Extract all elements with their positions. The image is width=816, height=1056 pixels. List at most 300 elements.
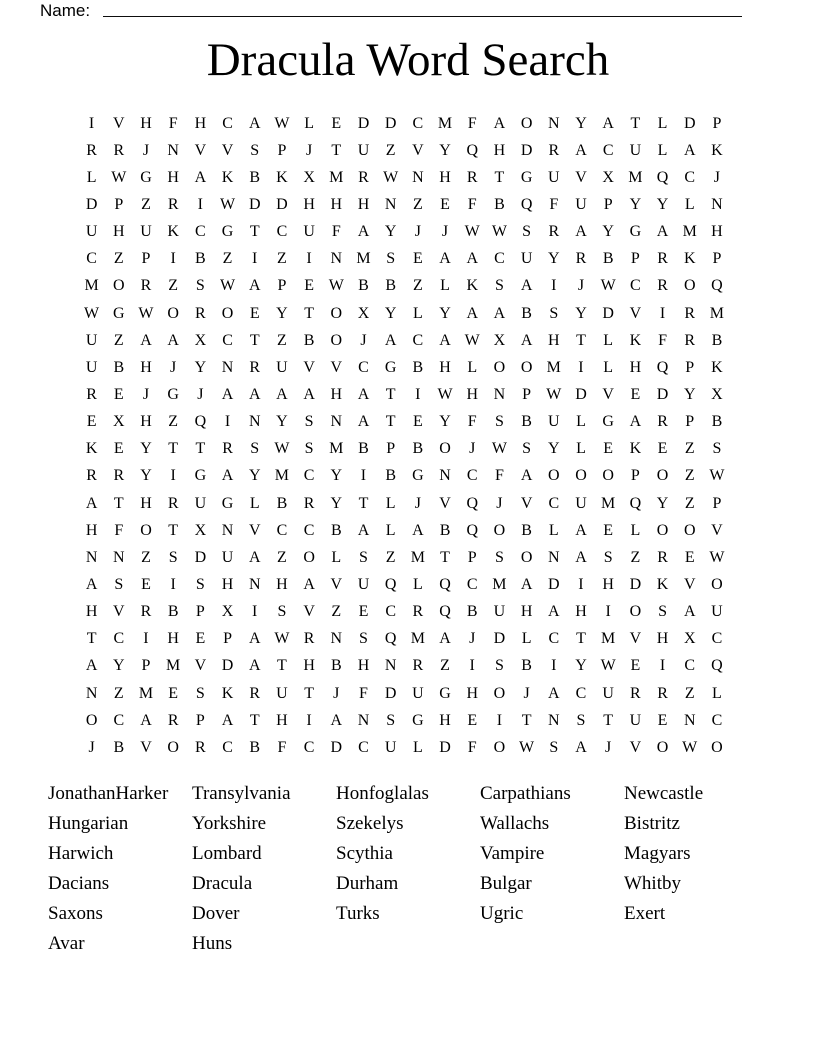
grid-letter: R: [358, 168, 369, 186]
grid-letter: D: [85, 195, 98, 213]
grid-letter: Y: [439, 413, 451, 431]
grid-letter: V: [629, 738, 642, 756]
grid-letter: C: [222, 738, 233, 756]
grid-letter: N: [412, 168, 424, 186]
grid-letter: T: [385, 413, 396, 431]
grid-letter: P: [223, 630, 232, 648]
grid-letter: T: [576, 630, 586, 648]
grid-letter: Z: [141, 195, 151, 213]
grid-letter: D: [384, 114, 397, 132]
grid-letter: C: [303, 521, 315, 539]
grid-letter: R: [412, 657, 424, 675]
grid-letter: B: [358, 277, 369, 295]
grid-letter: R: [140, 603, 152, 621]
grid-letter: A: [85, 575, 98, 593]
grid-letter: B: [195, 250, 206, 268]
grid-letter: T: [304, 684, 314, 702]
grid-letter: C: [358, 358, 369, 376]
grid-letter: M: [274, 467, 290, 485]
grid-letter: L: [385, 494, 396, 512]
grid-letter: H: [575, 603, 587, 621]
grid-letter: Q: [439, 575, 451, 593]
word-list-item: Lombard: [192, 842, 262, 864]
grid-letter: B: [249, 168, 261, 186]
grid-letter: P: [685, 413, 695, 431]
grid-letter: N: [548, 548, 560, 566]
grid-letter: Y: [548, 250, 560, 268]
grid-letter: W: [437, 385, 453, 403]
grid-letter: W: [219, 277, 236, 295]
grid-letter: Q: [466, 521, 478, 539]
grid-letter: U: [357, 141, 370, 159]
grid-letter: Y: [575, 657, 587, 675]
grid-letter: H: [330, 195, 343, 213]
grid-letter: M: [356, 250, 371, 268]
grid-letter: H: [140, 358, 152, 376]
grid-letter: L: [412, 575, 423, 593]
grid-letter: L: [440, 277, 450, 295]
grid-letter: L: [576, 440, 586, 458]
grid-letter: E: [141, 575, 151, 593]
grid-letter: U: [85, 331, 98, 349]
word-list-item: Avar: [48, 932, 85, 954]
grid-letter: G: [194, 467, 207, 485]
grid-letter: I: [578, 358, 584, 376]
grid-letter: H: [466, 385, 478, 403]
grid-letter: X: [113, 413, 125, 431]
grid-letter: R: [113, 467, 125, 485]
grid-letter: G: [602, 413, 614, 431]
grid-letter: O: [493, 521, 506, 539]
grid-letter: T: [385, 385, 396, 403]
grid-letter: B: [113, 358, 125, 376]
grid-letter: X: [711, 385, 723, 403]
grid-letter: T: [168, 521, 179, 539]
grid-letter: A: [439, 630, 451, 648]
grid-letter: M: [329, 440, 344, 458]
word-list-item: Harwich: [48, 842, 114, 864]
word-list-item: JonathanHarker: [48, 783, 169, 804]
grid-letter: N: [357, 711, 370, 729]
grid-letter: E: [113, 440, 124, 458]
grid-letter: I: [605, 603, 611, 621]
grid-letter: W: [84, 304, 100, 322]
grid-letter: B: [249, 738, 261, 756]
grid-letter: W: [274, 630, 290, 648]
grid-letter: X: [194, 521, 207, 539]
grid-letter: J: [170, 358, 177, 376]
grid-letter: W: [709, 467, 725, 485]
grid-letter: F: [467, 195, 477, 213]
grid-letter: C: [358, 738, 369, 756]
grid-letter: P: [712, 250, 722, 268]
word-list-item: Turks: [336, 902, 380, 924]
grid-letter: A: [466, 304, 478, 322]
grid-letter: Q: [466, 141, 478, 159]
grid-letter: W: [546, 385, 562, 403]
grid-letter: R: [195, 304, 206, 322]
grid-letter: U: [602, 684, 614, 702]
grid-letter: T: [249, 223, 260, 241]
grid-letter: J: [414, 223, 421, 241]
grid-letter: W: [383, 168, 399, 186]
grid-letter: A: [683, 141, 696, 159]
word-list-item: Whitby: [624, 872, 681, 894]
grid-letter: Z: [684, 684, 695, 702]
grid-letter: V: [113, 603, 125, 621]
grid-letter: R: [684, 331, 696, 349]
grid-letter: B: [521, 304, 532, 322]
grid-letter: M: [601, 630, 616, 648]
grid-letter: D: [221, 657, 234, 675]
grid-letter: P: [603, 195, 613, 213]
grid-letter: G: [520, 168, 533, 186]
grid-letter: T: [277, 657, 287, 675]
grid-letter: Y: [140, 440, 152, 458]
grid-letter: A: [412, 521, 424, 539]
grid-letter: B: [711, 413, 723, 431]
grid-letter: V: [575, 168, 587, 186]
grid-letter: T: [440, 548, 450, 566]
grid-letter: A: [575, 548, 587, 566]
grid-letter: B: [167, 603, 179, 621]
grid-letter: R: [167, 494, 179, 512]
grid-letter: W: [219, 195, 236, 213]
grid-letter: I: [224, 413, 231, 431]
grid-letter: V: [629, 630, 642, 648]
grid-letter: E: [304, 277, 314, 295]
grid-letter: Q: [466, 494, 478, 512]
grid-letter: S: [494, 413, 504, 431]
grid-letter: E: [657, 711, 668, 729]
word-list-item: Bulgar: [480, 872, 532, 894]
grid-letter: R: [167, 195, 179, 213]
grid-letter: L: [548, 521, 559, 539]
grid-letter: L: [684, 195, 695, 213]
grid-letter: O: [85, 711, 98, 729]
grid-letter: N: [330, 413, 343, 431]
grid-letter: W: [111, 168, 127, 186]
grid-letter: S: [522, 440, 532, 458]
grid-letter: V: [330, 575, 343, 593]
grid-letter: P: [522, 385, 532, 403]
word-list-item: Hungarian: [48, 812, 129, 834]
grid-letter: U: [303, 223, 315, 241]
grid-letter: E: [195, 630, 206, 648]
grid-letter: Y: [439, 141, 451, 159]
grid-letter: A: [248, 277, 261, 295]
grid-letter: I: [496, 711, 503, 729]
grid-letter: M: [138, 684, 154, 702]
grid-letter: D: [629, 575, 642, 593]
grid-letter: B: [711, 331, 723, 349]
grid-letter: G: [412, 467, 424, 485]
grid-letter: U: [548, 413, 560, 431]
grid-letter: A: [357, 385, 370, 403]
grid-letter: I: [252, 250, 258, 268]
grid-letter: A: [221, 467, 234, 485]
grid-letter: H: [357, 657, 370, 675]
grid-letter: H: [140, 413, 152, 431]
grid-letter: U: [140, 223, 152, 241]
grid-letter: H: [140, 494, 152, 512]
grid-letter: W: [138, 304, 154, 322]
grid-letter: A: [221, 385, 234, 403]
grid-letter: O: [656, 738, 669, 756]
grid-letter: H: [221, 575, 234, 593]
grid-letter: A: [221, 711, 234, 729]
grid-letter: O: [711, 575, 723, 593]
grid-letter: U: [711, 603, 723, 621]
grid-letter: E: [440, 195, 450, 213]
grid-letter: R: [303, 494, 315, 512]
grid-letter: A: [140, 711, 152, 729]
grid-letter: H: [602, 575, 614, 593]
grid-letter: B: [303, 331, 315, 349]
grid-letter: U: [548, 168, 560, 186]
word-list-item: Exert: [624, 902, 666, 924]
grid-letter: E: [684, 548, 695, 566]
grid-letter: I: [252, 603, 258, 621]
grid-letter: S: [304, 413, 314, 431]
grid-letter: D: [656, 385, 669, 403]
grid-letter: P: [630, 467, 640, 485]
grid-letter: L: [657, 114, 668, 132]
grid-letter: L: [304, 114, 314, 132]
grid-letter: B: [385, 277, 396, 295]
grid-letter: J: [305, 141, 313, 159]
grid-letter: A: [656, 223, 669, 241]
grid-letter: O: [656, 467, 669, 485]
word-list-item: Carpathians: [480, 783, 571, 804]
grid-letter: R: [167, 711, 179, 729]
word-list-item: Transylvania: [192, 783, 291, 804]
grid-letter: Q: [384, 575, 397, 593]
grid-letter: H: [520, 603, 533, 621]
grid-letter: S: [168, 548, 178, 566]
grid-letter: R: [466, 168, 478, 186]
word-list-item: Dacians: [48, 872, 110, 894]
grid-letter: B: [521, 521, 532, 539]
grid-letter: L: [86, 168, 97, 186]
grid-letter: L: [521, 630, 532, 648]
grid-letter: T: [630, 114, 641, 132]
grid-letter: Z: [385, 548, 396, 566]
grid-letter: W: [682, 738, 698, 756]
grid-letter: G: [167, 385, 179, 403]
grid-letter: C: [548, 630, 560, 648]
grid-letter: Y: [602, 223, 614, 241]
grid-letter: I: [170, 575, 176, 593]
grid-letter: Z: [385, 141, 396, 159]
grid-letter: V: [248, 521, 261, 539]
grid-letter: Y: [629, 195, 642, 213]
grid-letter: H: [439, 711, 451, 729]
grid-letter: O: [548, 467, 560, 485]
grid-letter: A: [548, 603, 560, 621]
grid-letter: T: [304, 304, 314, 322]
grid-letter: D: [248, 195, 261, 213]
grid-letter: M: [709, 304, 725, 322]
grid-letter: L: [412, 738, 423, 756]
grid-letter: H: [439, 358, 451, 376]
grid-letter: I: [197, 195, 203, 213]
name-label: Name:: [40, 1, 91, 20]
grid-letter: F: [658, 331, 667, 349]
grid-letter: W: [464, 331, 480, 349]
grid-letter: C: [412, 331, 424, 349]
grid-letter: S: [250, 141, 260, 159]
grid-letter: E: [657, 440, 668, 458]
grid-letter: V: [602, 385, 614, 403]
grid-letter: Y: [330, 494, 343, 512]
grid-letter: I: [578, 575, 584, 593]
grid-letter: S: [386, 711, 396, 729]
grid-letter: B: [276, 494, 288, 512]
grid-letter: E: [168, 684, 179, 702]
grid-letter: O: [330, 304, 343, 322]
grid-letter: C: [711, 630, 723, 648]
grid-letter: A: [167, 331, 179, 349]
grid-letter: U: [276, 684, 288, 702]
word-list-item: Scythia: [336, 842, 393, 864]
grid-letter: Z: [277, 250, 287, 268]
grid-letter: P: [277, 141, 287, 159]
grid-letter: R: [657, 277, 668, 295]
grid-letter: U: [276, 358, 288, 376]
grid-letter: E: [249, 304, 260, 322]
grid-letter: A: [466, 250, 478, 268]
grid-letter: X: [602, 168, 614, 186]
grid-letter: I: [659, 304, 666, 322]
grid-letter: L: [630, 521, 641, 539]
grid-letter: J: [414, 494, 421, 512]
grid-letter: S: [304, 440, 314, 458]
grid-letter: N: [493, 385, 506, 403]
grid-letter: F: [359, 684, 368, 702]
grid-letter: Y: [575, 304, 587, 322]
grid-letter: T: [86, 630, 97, 648]
grid-letter: O: [520, 358, 533, 376]
grid-letter: A: [548, 684, 560, 702]
grid-letter: P: [685, 358, 695, 376]
grid-letter: D: [276, 195, 288, 213]
grid-letter: O: [493, 738, 506, 756]
word-list-item: Newcastle: [624, 783, 704, 804]
grid-letter: H: [330, 385, 343, 403]
grid-letter: C: [684, 657, 696, 675]
grid-letter: Z: [113, 684, 124, 702]
grid-letter: C: [548, 494, 560, 512]
grid-letter: F: [494, 467, 504, 485]
grid-letter: R: [657, 684, 668, 702]
grid-letter: R: [548, 223, 560, 241]
grid-letter: Z: [440, 657, 450, 675]
grid-letter: N: [85, 548, 98, 566]
grid-letter: G: [384, 358, 397, 376]
grid-letter: V: [194, 657, 207, 675]
grid-letter: Q: [656, 168, 669, 186]
grid-letter: D: [683, 114, 696, 132]
word-list-item: Durham: [336, 872, 399, 894]
grid-letter: F: [549, 195, 559, 213]
grid-letter: B: [412, 440, 424, 458]
grid-letter: C: [385, 603, 396, 621]
grid-letter: F: [331, 223, 341, 241]
grid-letter: E: [331, 114, 342, 132]
grid-letter: V: [303, 358, 315, 376]
grid-letter: L: [412, 304, 423, 322]
grid-letter: I: [469, 657, 475, 675]
grid-letter: Z: [222, 250, 233, 268]
grid-letter: A: [248, 548, 261, 566]
grid-letter: H: [194, 114, 207, 132]
grid-letter: H: [548, 331, 560, 349]
grid-letter: C: [711, 711, 723, 729]
grid-letter: H: [466, 684, 478, 702]
grid-letter: R: [657, 548, 668, 566]
word-list-item: Bistritz: [624, 812, 680, 834]
grid-letter: C: [466, 575, 478, 593]
grid-letter: C: [494, 250, 505, 268]
grid-letter: K: [656, 575, 669, 593]
grid-letter: K: [711, 141, 723, 159]
grid-letter: D: [575, 385, 587, 403]
grid-letter: D: [520, 141, 533, 159]
grid-letter: S: [549, 738, 559, 756]
grid-letter: I: [551, 657, 557, 675]
grid-letter: Z: [331, 603, 342, 621]
grid-letter: A: [520, 575, 533, 593]
grid-letter: K: [466, 277, 478, 295]
grid-letter: E: [603, 440, 614, 458]
grid-letter: F: [168, 114, 178, 132]
grid-letter: O: [493, 358, 506, 376]
grid-letter: A: [85, 657, 98, 675]
grid-letter: B: [521, 413, 532, 431]
grid-letter: T: [358, 494, 369, 512]
grid-letter: Q: [194, 413, 207, 431]
grid-letter: H: [85, 521, 98, 539]
grid-letter: L: [331, 548, 342, 566]
grid-letter: G: [439, 684, 451, 702]
grid-letter: E: [630, 385, 641, 403]
grid-letter: I: [306, 711, 312, 729]
grid-letter: Y: [575, 114, 587, 132]
grid-letter: X: [357, 304, 370, 322]
word-list-column-5: [624, 779, 768, 958]
word-list-item: Huns: [192, 932, 233, 954]
grid-letter: M: [84, 277, 99, 295]
grid-letter: J: [469, 440, 476, 458]
grid-letter: C: [222, 331, 233, 349]
grid-letter: J: [197, 385, 204, 403]
grid-letter: G: [113, 304, 125, 322]
grid-letter: D: [357, 114, 370, 132]
grid-letter: Z: [168, 277, 179, 295]
grid-letter: R: [412, 603, 424, 621]
grid-letter: N: [330, 250, 343, 268]
grid-letter: D: [548, 575, 560, 593]
grid-letter: G: [221, 494, 234, 512]
grid-letter: I: [170, 250, 176, 268]
grid-letter: U: [357, 575, 370, 593]
grid-letter: O: [330, 331, 343, 349]
grid-letter: M: [166, 657, 181, 675]
grid-letter: M: [628, 168, 643, 186]
grid-letter: A: [303, 575, 315, 593]
grid-letter: Z: [684, 467, 695, 485]
